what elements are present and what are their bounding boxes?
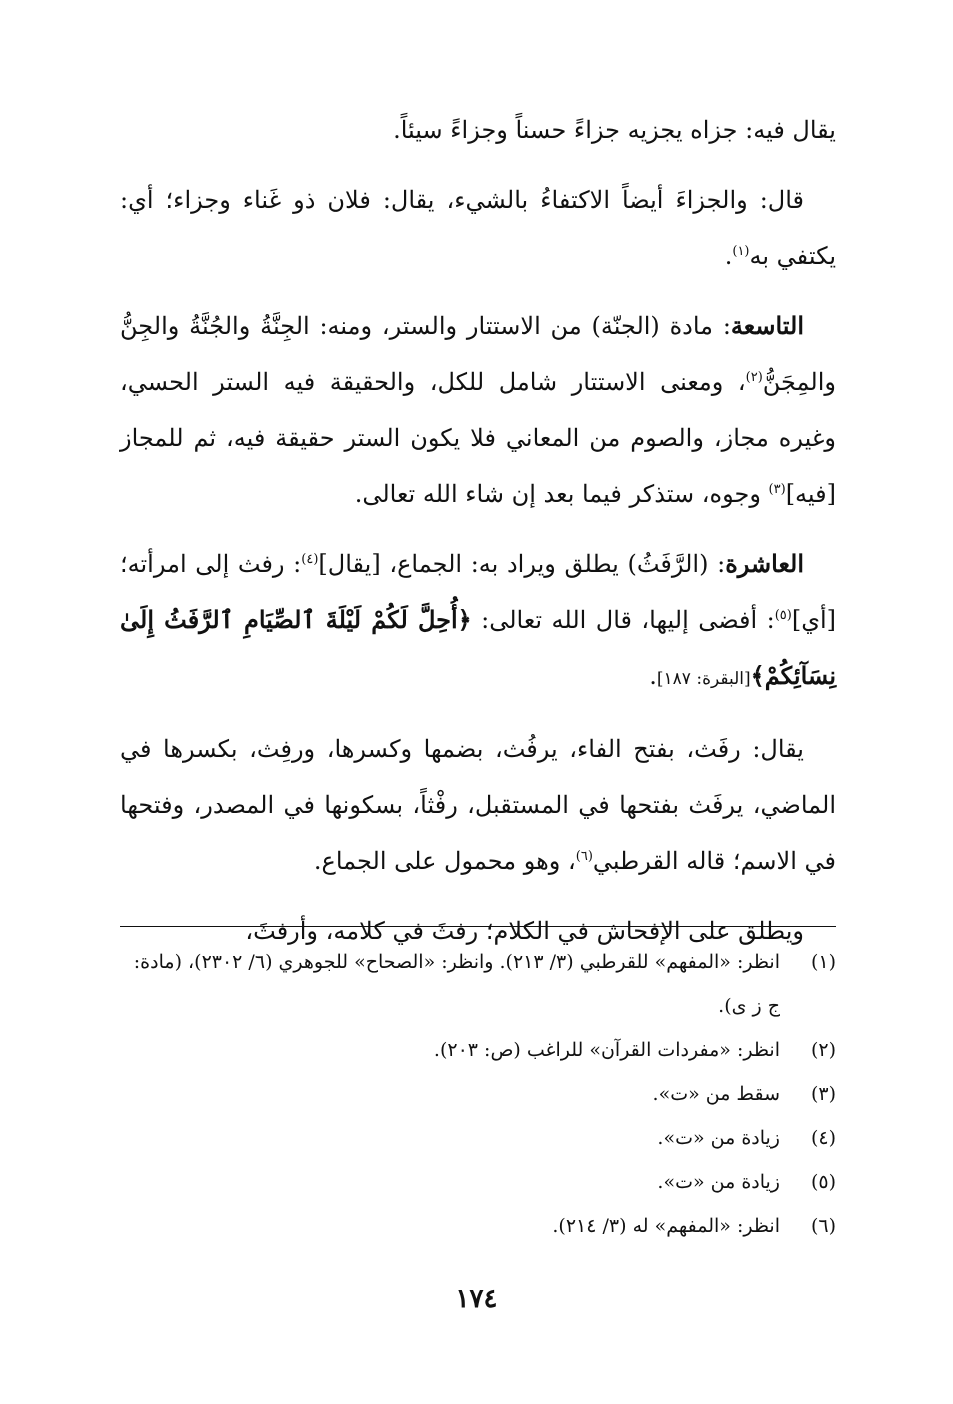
footnote-text: انظر: «المفهم» للقرطبي (٣/ ٢١٣). وانظر: «الصحاح» للجوهري (٦/ ٢٣٠٢)، (مادة: ج ز ى). xyxy=(133,951,780,1017)
footnote-ref-1[interactable]: (١) xyxy=(732,244,750,259)
quran-verse: ﴿أُحِلَّ لَكُمْ لَيْلَةَ ٱلصِّيَامِ ٱلرَّفَثُ إِلَىٰ نِسَآئِكُمْ﴾ xyxy=(120,605,836,690)
footnote-number: (٥) xyxy=(810,1171,836,1193)
paragraph-1 xyxy=(120,102,836,158)
footnote-3 xyxy=(120,1072,836,1116)
footnote-number: (٤) xyxy=(810,1127,836,1149)
verse-reference: [البقرة: ١٨٧] xyxy=(656,669,751,689)
paragraph-2-text: قال: والجزاءَ أيضاً الاكتفاءُ بالشيء، يقال: فلان ذو غَناء وجزاء؛ أي: يكتفي به xyxy=(120,186,836,270)
page-body xyxy=(120,102,837,1237)
paragraph-2-end: . xyxy=(724,242,733,270)
footnote-divider xyxy=(120,926,836,927)
footnote-1 xyxy=(120,940,836,1028)
paragraph-3-lead: التاسعة xyxy=(730,311,804,340)
footnote-4 xyxy=(120,1116,836,1160)
footnote-number: (٢) xyxy=(810,1039,836,1061)
footnote-text: انظر: «مفردات القرآن» للراغب (ص: ٢٠٣). xyxy=(433,1039,780,1061)
paragraph-3-text-a: : مادة (الجنّة) من الاستتار والستر، ومنه: الجِنَّةُ والجُنَّةُ والجِنُّ والمِجَنُّ xyxy=(120,312,836,396)
paragraph-5 xyxy=(120,721,836,889)
footnote-5 xyxy=(120,1160,836,1204)
paragraph-5-text-a: يقال: رفَث، بفتح الفاء، يرفُث، بضمها وكسرها، ورفِث، بكسرها في الماضي، يرفَث بفتحها في المستقبل، رفْثاً، بسكونها في المصدر، وفتحها في الاسم؛ قاله القرطبي xyxy=(120,735,836,875)
footnote-number: (٦) xyxy=(810,1215,836,1237)
footnote-number: (١) xyxy=(810,951,836,973)
paragraph-4 xyxy=(120,536,836,707)
paragraph-4-end: . xyxy=(649,662,657,690)
paragraph-3 xyxy=(120,298,836,522)
footnote-text: زيادة من «ت». xyxy=(657,1127,780,1149)
paragraph-1-text: يقال فيه: جزاه يجزيه جزاءً حسناً وجزاءً سيئاً. xyxy=(393,116,836,144)
footnote-ref-3[interactable]: (٣) xyxy=(768,482,786,497)
paragraph-4-text-a: : (الرَّفَثُ) يطلق ويراد به: الجماع، [يقال] xyxy=(318,550,726,578)
paragraph-3-text-c: وجوه، ستذكر فيما بعد إن شاء الله تعالى. xyxy=(354,480,769,508)
paragraph-4-lead: العاشرة xyxy=(725,549,804,578)
footnote-6 xyxy=(120,1204,836,1248)
paragraph-4-text-b: : رفث إلى امرأته؛ [أي] xyxy=(120,550,837,634)
footnote-text: سقط من «ت». xyxy=(652,1083,780,1105)
footnote-text: زيادة من «ت». xyxy=(657,1171,780,1193)
footnotes xyxy=(120,940,836,1248)
footnote-ref-4[interactable]: (٤) xyxy=(301,552,319,567)
footnote-ref-5[interactable]: (٥) xyxy=(774,608,792,623)
footnote-ref-6[interactable]: (٦) xyxy=(575,849,593,864)
paragraph-5-text-b: ، وهو محمول على الجماع. xyxy=(313,847,576,875)
footnote-ref-2[interactable]: (٢) xyxy=(745,370,763,385)
page-number: ١٧٤ xyxy=(455,1284,498,1314)
footnote-2 xyxy=(120,1028,836,1072)
paragraph-6-text: ويطلق على الإفحاش في الكلام؛ رفثَ في كلامه، وأرفثَ، xyxy=(245,917,804,945)
footnote-text: انظر: «المفهم» له (٣/ ٢١٤). xyxy=(552,1215,780,1237)
paragraph-4-text-c: : أفضى إليها، قال الله تعالى: xyxy=(471,606,775,634)
footnote-number: (٣) xyxy=(810,1083,836,1105)
paragraph-3-text-b: ، ومعنى الاستتار شامل للكل، والحقيقة فيه الستر الحسي، وغيره مجاز، والصوم من المعاني فلا يكون الستر حقيقة فيه، ثم للمجاز [فيه] xyxy=(120,368,836,508)
paragraph-2 xyxy=(120,172,836,284)
